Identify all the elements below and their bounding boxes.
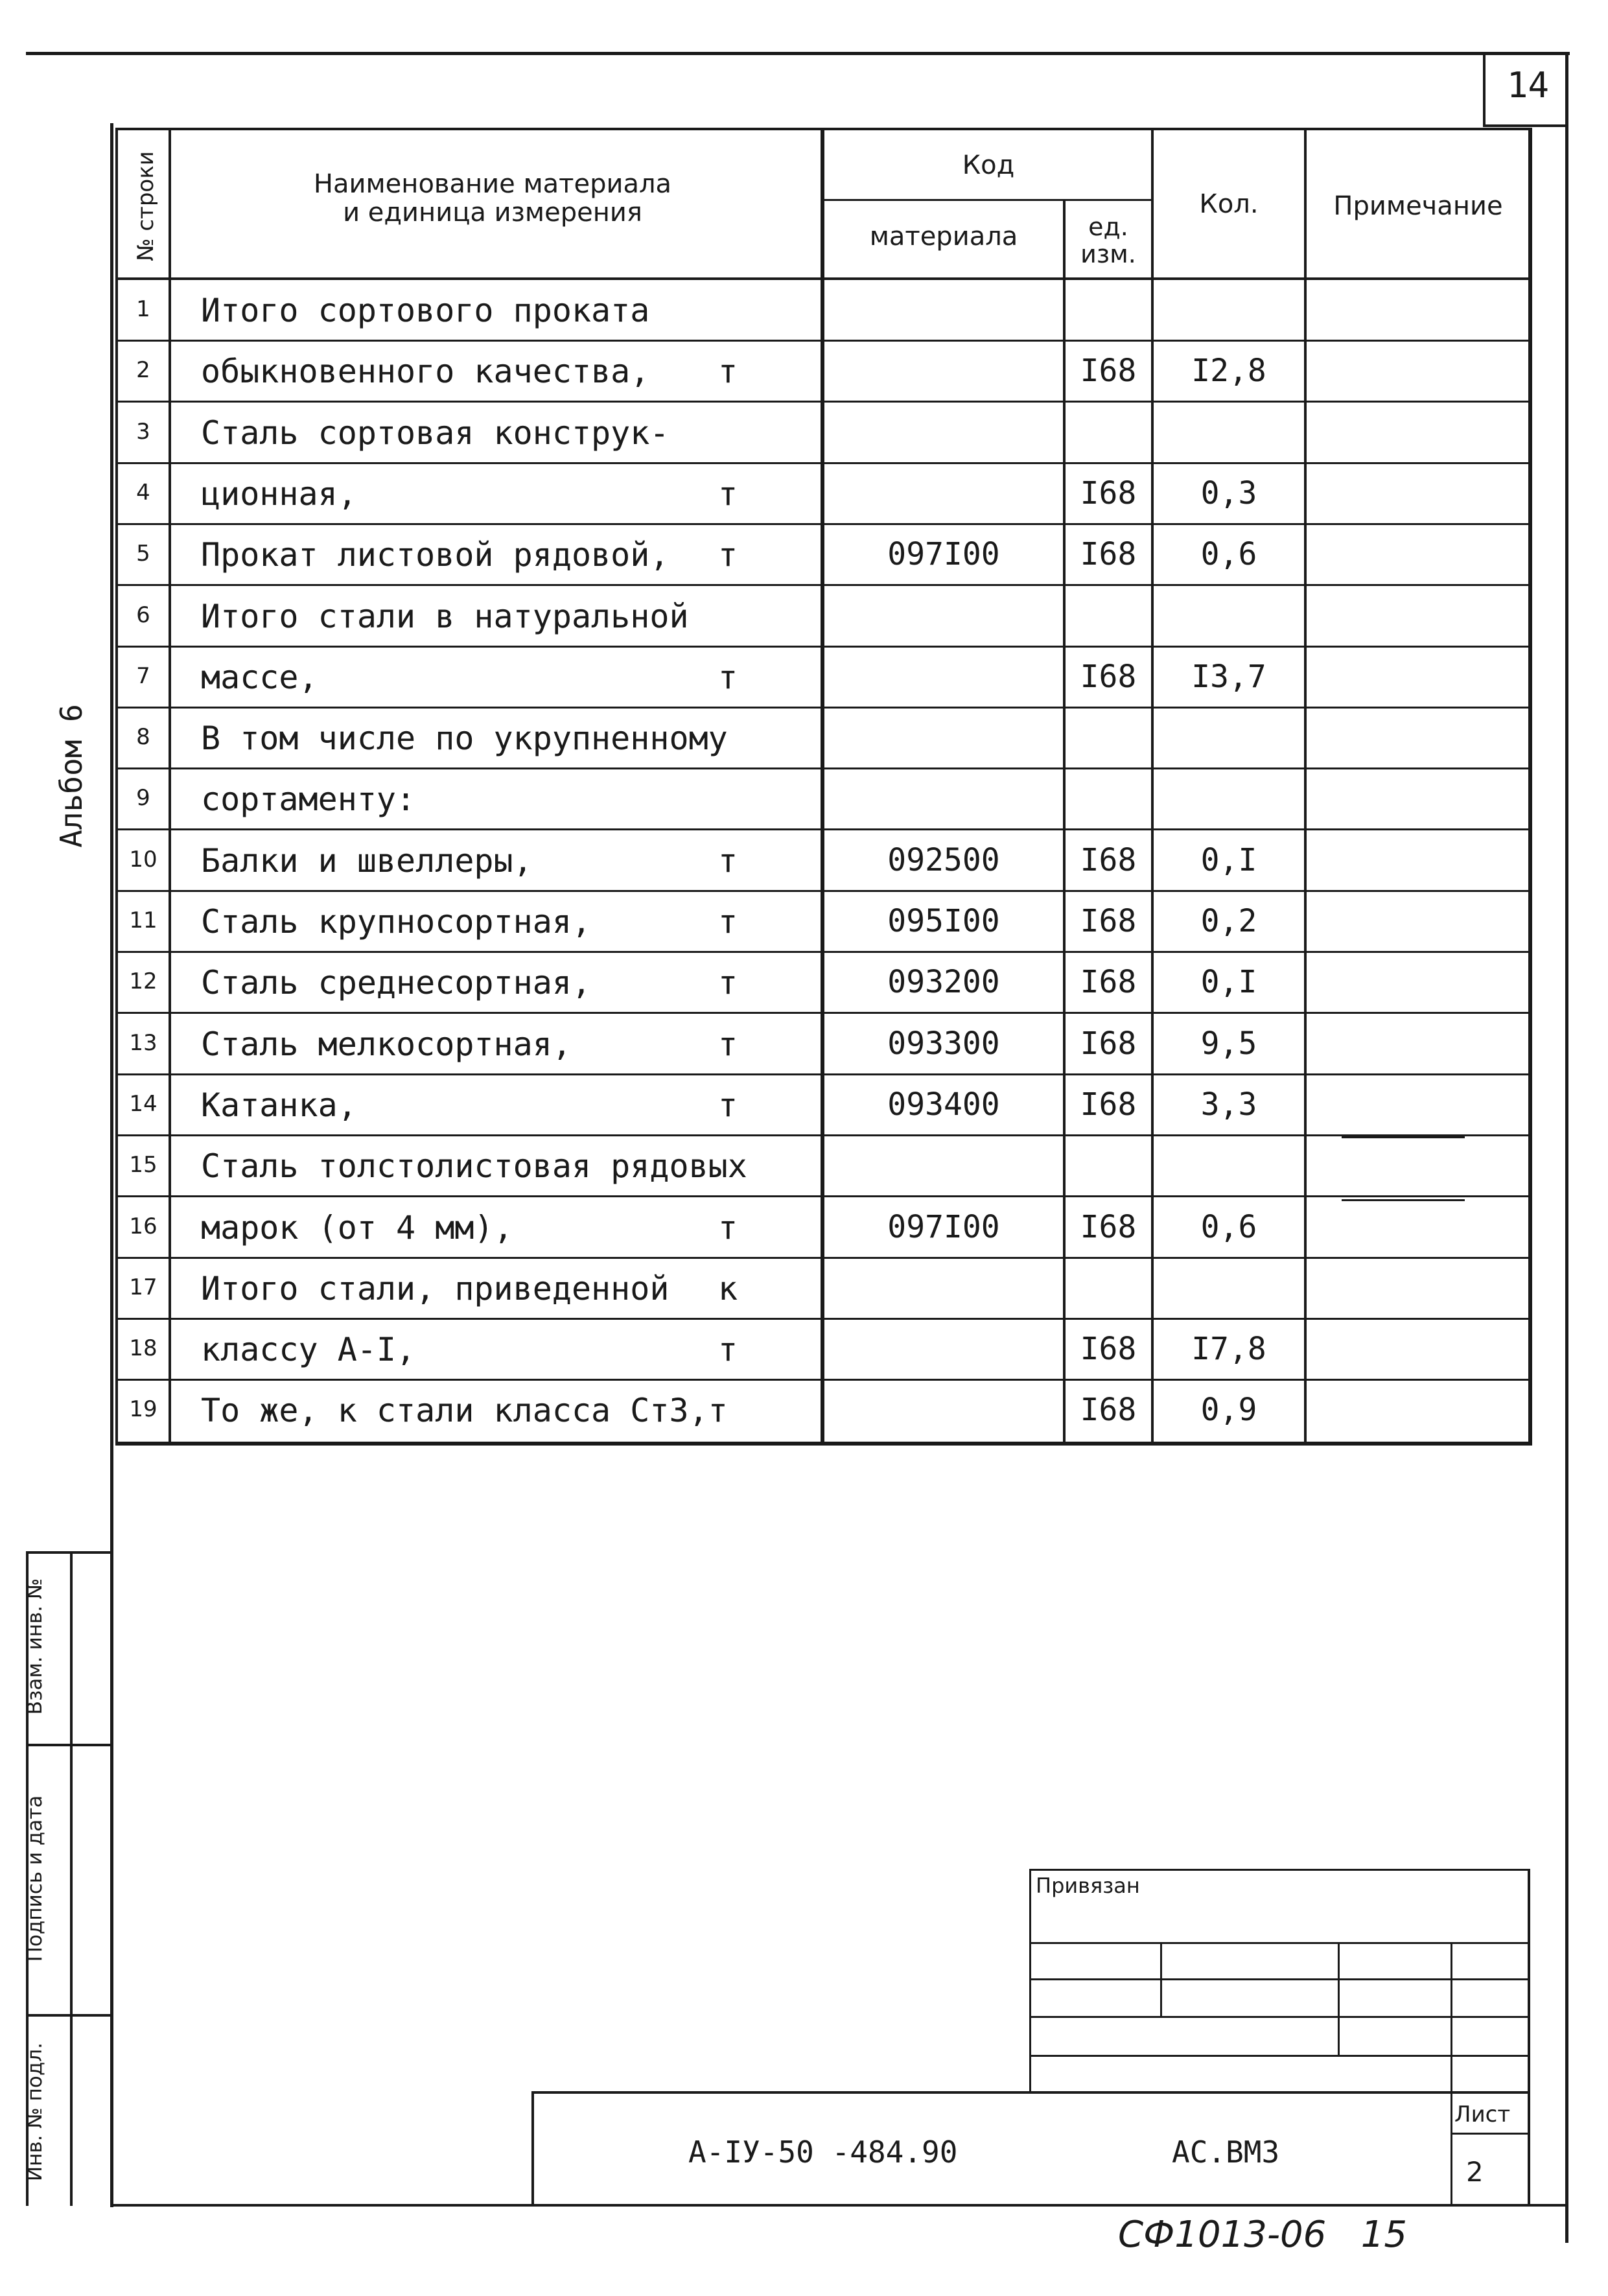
unit-code: I68 <box>1080 842 1137 878</box>
material-name: То же, к стали класса Ст3,т <box>201 1392 728 1429</box>
row-divider <box>115 646 1532 648</box>
material-name: В том числе по укрупненному <box>201 720 728 757</box>
row-divider <box>115 1195 1532 1197</box>
row-number: 10 <box>129 847 157 873</box>
row-number: 4 <box>136 480 150 506</box>
quantity: 0,6 <box>1200 536 1257 572</box>
material-name: Балки и швеллеры, <box>201 842 533 880</box>
quantity: I3,7 <box>1191 659 1266 695</box>
designation: А-IУ-50 -484.90 <box>688 2135 958 2170</box>
material-code: 093200 <box>887 964 1000 1000</box>
quantity: 0,3 <box>1200 475 1257 511</box>
label-inv-podl: Инв. № подл. <box>23 2043 47 2181</box>
col-line-name <box>169 128 171 1445</box>
material-name: ционная, <box>201 475 357 513</box>
material-name: Прокат листовой рядовой, <box>201 536 670 574</box>
row-number: 7 <box>136 663 150 689</box>
col-line-code <box>821 128 824 1445</box>
material-code: 092500 <box>887 842 1000 878</box>
quantity: I7,8 <box>1191 1331 1266 1367</box>
row-number: 12 <box>129 968 157 994</box>
row-number: 19 <box>129 1396 157 1422</box>
corner-box-left <box>1483 52 1486 126</box>
row-number: 15 <box>129 1152 157 1178</box>
privyazan-grid-h4 <box>1029 2055 1530 2057</box>
privyazan-grid-v1 <box>1160 1942 1162 2018</box>
row-divider <box>115 890 1532 892</box>
privyazan-grid-h2 <box>1029 1978 1530 1980</box>
row-number: 11 <box>129 908 157 933</box>
material-name: сортаменту: <box>201 780 416 818</box>
row-divider <box>115 1073 1532 1075</box>
unit-abbr: т <box>718 1209 738 1247</box>
unit-code: I68 <box>1080 659 1137 695</box>
col-line-qty <box>1151 128 1154 1445</box>
row-divider <box>115 828 1532 830</box>
privyazan-grid-h1 <box>1029 1942 1530 1944</box>
table-bottom-line <box>115 1442 1532 1446</box>
corner-box-bottom <box>1483 124 1567 127</box>
unit-code: I68 <box>1080 903 1137 939</box>
unit-code: I68 <box>1080 1025 1137 1062</box>
col-line-right <box>1528 128 1532 1445</box>
privyazan-left <box>1029 1869 1031 2092</box>
material-code: 093400 <box>887 1086 1000 1123</box>
row-number: 9 <box>136 785 150 811</box>
material-code: 097I00 <box>887 536 1000 572</box>
col-line-note <box>1304 128 1307 1445</box>
row-divider <box>115 707 1532 709</box>
frame-bottom-line <box>110 2204 1568 2207</box>
material-name: Итого сортового проката <box>201 292 650 329</box>
unit-code: I68 <box>1080 353 1137 389</box>
unit-code: I68 <box>1080 1392 1137 1428</box>
header-code: Код <box>962 150 1015 180</box>
row-divider <box>115 1379 1532 1381</box>
unit-abbr: т <box>718 475 738 513</box>
row-number: 16 <box>129 1213 157 1239</box>
frame-left-line <box>110 123 113 2207</box>
material-name: Катанка, <box>201 1086 357 1124</box>
frame-top-line <box>26 52 1570 55</box>
unit-code: I68 <box>1080 536 1137 572</box>
row-divider <box>115 767 1532 769</box>
row-number: 2 <box>136 357 150 383</box>
privyazan-grid-v2 <box>1338 1942 1340 2057</box>
material-code: 093300 <box>887 1025 1000 1062</box>
sheet-corner-number: 14 <box>1507 65 1550 106</box>
unit-abbr: т <box>718 353 738 390</box>
row-number: 5 <box>136 541 150 567</box>
document-mark: АС.ВМ3 <box>1172 2135 1280 2170</box>
handwritten-note: СФ1013-06 15 <box>1118 2214 1407 2256</box>
row-divider <box>115 584 1532 586</box>
material-name: Сталь толстолистовая рядовых <box>201 1147 747 1185</box>
unit-code: I68 <box>1080 964 1137 1000</box>
privyazan-label: Привязан <box>1036 1873 1140 1898</box>
unit-abbr: т <box>718 1025 738 1063</box>
unit-code: I68 <box>1080 475 1137 511</box>
quantity: 0,6 <box>1200 1209 1257 1245</box>
row-number: 1 <box>136 296 150 322</box>
material-name: Сталь мелкосортная, <box>201 1025 572 1063</box>
quantity: 0,9 <box>1200 1392 1257 1428</box>
material-code: 097I00 <box>887 1209 1000 1245</box>
unit-abbr: т <box>718 964 738 1002</box>
code-split-line <box>822 199 1154 201</box>
sheet-label-line <box>1451 2133 1530 2135</box>
row-number: 13 <box>129 1030 157 1056</box>
privyazan-grid-v3 <box>1451 1942 1452 2206</box>
unit-abbr: т <box>718 659 738 696</box>
sheet-number: 2 <box>1466 2156 1484 2188</box>
material-name: классу А-I, <box>201 1331 416 1368</box>
note-mark-2 <box>1342 1199 1465 1201</box>
privyazan-right <box>1528 1869 1530 2206</box>
row-number: 3 <box>136 419 150 445</box>
material-name: обыкновенного качества, <box>201 353 650 390</box>
privyazan-top <box>1029 1869 1530 1871</box>
row-divider <box>115 951 1532 953</box>
sheet-label: Лист <box>1454 2102 1511 2127</box>
unit-code: I68 <box>1080 1086 1137 1123</box>
row-divider <box>115 523 1532 525</box>
unit-code: I68 <box>1080 1209 1137 1245</box>
unit-code: I68 <box>1080 1331 1137 1367</box>
row-divider <box>115 401 1532 403</box>
material-name: Итого стали в натуральной <box>201 598 689 635</box>
material-name: массе, <box>201 659 318 696</box>
unit-abbr: т <box>718 536 738 574</box>
quantity: I2,8 <box>1191 353 1266 389</box>
col-line-rowno-left <box>115 128 118 1445</box>
row-number: 8 <box>136 724 150 750</box>
row-divider <box>115 340 1532 342</box>
material-code: 095I00 <box>887 903 1000 939</box>
header-code-material: материала <box>869 222 1018 252</box>
material-name: Сталь среднесортная, <box>201 964 592 1002</box>
quantity: 0,2 <box>1200 903 1257 939</box>
row-divider <box>115 1134 1532 1136</box>
header-qty: Кол. <box>1199 189 1259 219</box>
row-number: 14 <box>129 1091 157 1117</box>
unit-abbr: т <box>718 1331 738 1368</box>
album-label: Альбом 6 <box>54 704 89 848</box>
label-podpis-data: Подпись и дата <box>23 1795 47 1962</box>
unit-abbr: к <box>718 1270 738 1307</box>
quantity: 0,I <box>1200 964 1257 1000</box>
stamp-top <box>531 2091 1530 2094</box>
header-name: Наименование материала и единица измерения <box>313 169 672 228</box>
row-number: 17 <box>129 1274 157 1300</box>
privyazan-grid-h3 <box>1029 2016 1530 2018</box>
header-row-number: № строки <box>133 151 159 261</box>
row-number: 6 <box>136 602 150 628</box>
material-name: Итого стали, приведенной <box>201 1270 670 1307</box>
frame-right-line <box>1565 52 1568 2243</box>
quantity: 0,I <box>1200 842 1257 878</box>
material-name: марок (от 4 мм), <box>201 1209 513 1247</box>
row-divider <box>115 1257 1532 1259</box>
stamp-left <box>531 2091 534 2207</box>
material-name: Сталь сортовая конструк- <box>201 414 670 452</box>
unit-abbr: т <box>718 1086 738 1124</box>
quantity: 3,3 <box>1200 1086 1257 1123</box>
label-vzam-inv: Взам. инв. № <box>23 1578 47 1715</box>
side-stamp-inner <box>70 1551 73 2206</box>
quantity: 9,5 <box>1200 1025 1257 1062</box>
row-divider <box>115 1012 1532 1014</box>
row-divider <box>115 1318 1532 1320</box>
row-number: 18 <box>129 1335 157 1361</box>
row-divider <box>115 462 1532 464</box>
header-note: Примечание <box>1333 191 1503 221</box>
unit-abbr: т <box>718 842 738 880</box>
unit-abbr: т <box>718 903 738 941</box>
header-code-unit: ед. изм. <box>1080 213 1136 268</box>
note-mark-1 <box>1342 1136 1465 1138</box>
material-name: Сталь крупносортная, <box>201 903 592 941</box>
